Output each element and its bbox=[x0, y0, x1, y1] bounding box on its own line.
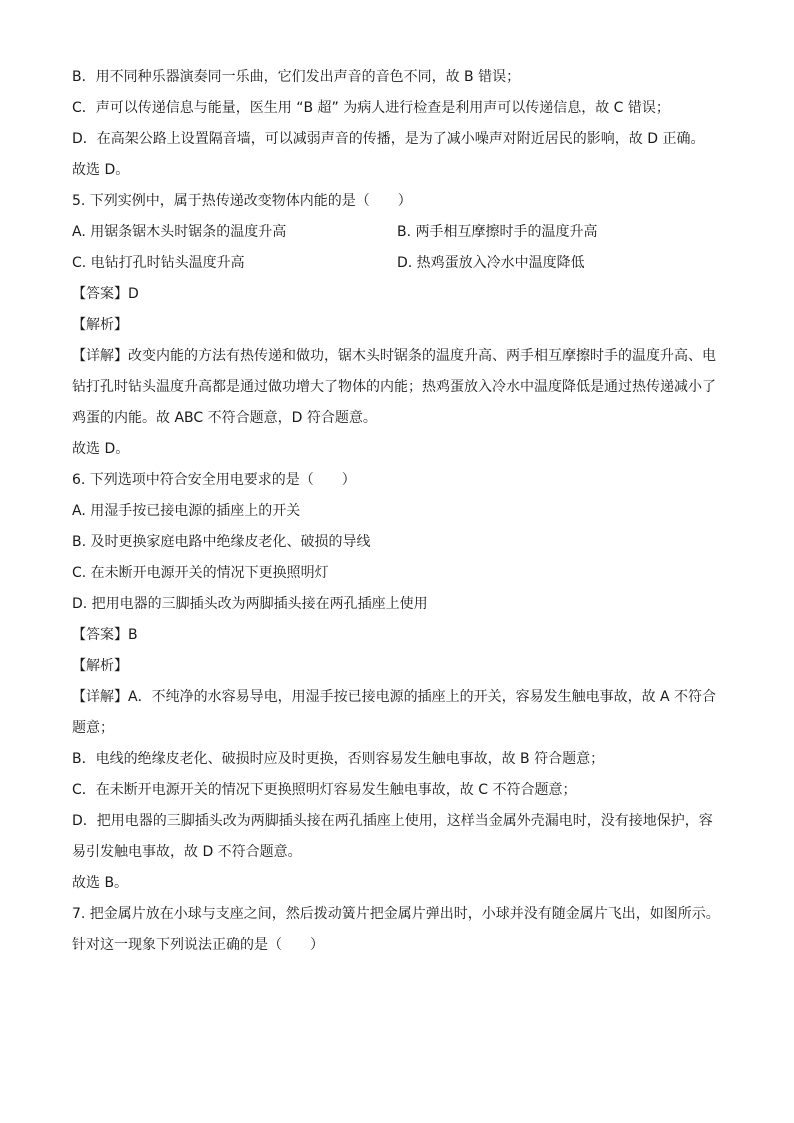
q6-choose: 故选 B。 bbox=[72, 875, 129, 891]
q4-explanation-b: B．用不同种乐器演奏同一乐曲，它们发出声音的音色不同，故 B 错误； bbox=[72, 69, 521, 85]
q5-stem: 5. 下列实例中，属于热传递改变物体内能的是（ ） bbox=[72, 193, 412, 209]
q6-detail-line-5: D．把用电器的三脚插头改为两脚插头接在两孔插座上使用，这样当金属外壳漏电时，没有接地保护，容 bbox=[72, 813, 713, 829]
q5-options-row-2 bbox=[72, 248, 732, 279]
q5-detail-line-3: 鸡蛋的内能。故 ABC 不符合题意，D 符合题意。 bbox=[72, 410, 377, 426]
q5-option-b: B. 两手相互摩擦时手的温度升高 bbox=[397, 224, 598, 240]
q6-option-a: A. 用湿手按已接电源的插座上的开关 bbox=[72, 503, 301, 519]
q6-detail-line-6: 易引发触电事故，故 D 不符合题意。 bbox=[72, 844, 302, 860]
page-content bbox=[72, 62, 732, 961]
q6-stem: 6. 下列选项中符合安全用电要求的是（ ） bbox=[72, 472, 356, 488]
q6-analysis-heading: 【解析】 bbox=[72, 658, 128, 674]
q5-analysis-heading: 【解析】 bbox=[72, 317, 128, 333]
q4-explanation-d: D．在高架公路上设置隔音墙，可以减弱声音的传播，是为了减小噪声对附近居民的影响，故 D 正确。 bbox=[72, 131, 705, 147]
q6-answer: 【答案】B bbox=[72, 627, 138, 643]
q6-option-c: C. 在未断开电源开关的情况下更换照明灯 bbox=[72, 565, 329, 581]
q7-stem-line-1: 7. 把金属片放在小球与支座之间，然后拨动簧片把金属片弹出时，小球并没有随金属片飞出，如图所示。 bbox=[72, 906, 720, 922]
q7-stem-line-2: 针对这一现象下列说法正确的是（ ） bbox=[72, 937, 324, 953]
q5-detail-line-1: 【详解】改变内能的方法有热传递和做功，锯木头时锯条的温度升高、两手相互摩擦时手的温度升高、电 bbox=[72, 348, 716, 364]
q4-choose: 故选 D。 bbox=[72, 162, 130, 178]
q6-option-b: B. 及时更换家庭电路中绝缘皮老化、破损的导线 bbox=[72, 534, 371, 550]
q6-detail-line-4: C．在未断开电源开关的情况下更换照明灯容易发生触电事故，故 C 不符合题意； bbox=[72, 782, 577, 798]
q5-options-row-1 bbox=[72, 217, 732, 248]
q5-choose: 故选 D。 bbox=[72, 441, 130, 457]
q5-option-d: D. 热鸡蛋放入冷水中温度降低 bbox=[397, 255, 585, 271]
q5-detail-line-2: 钻打孔时钻头温度升高都是通过做功增大了物体的内能；热鸡蛋放入冷水中温度降低是通过热传递减小了 bbox=[72, 379, 716, 395]
q5-option-c: C. 电钻打孔时钻头温度升高 bbox=[72, 255, 245, 271]
q5-option-a: A. 用锯条锯木头时锯条的温度升高 bbox=[72, 224, 287, 240]
q5-answer: 【答案】D bbox=[72, 286, 139, 302]
q6-detail-line-2: 题意； bbox=[72, 720, 114, 736]
q6-detail-line-3: B．电线的绝缘皮老化、破损时应及时更换，否则容易发生触电事故，故 B 符合题意； bbox=[72, 751, 605, 767]
q6-option-d: D. 把用电器的三脚插头改为两脚插头接在两孔插座上使用 bbox=[72, 596, 428, 612]
q4-explanation-c: C．声可以传递信息与能量，医生用 “B 超” 为病人进行检查是利用声可以传递信息，故 C 错误； bbox=[72, 100, 670, 116]
q6-detail-line-1: 【详解】A．不纯净的水容易导电，用湿手按已接电源的插座上的开关，容易发生触电事故，故 A 不符合 bbox=[72, 689, 717, 705]
